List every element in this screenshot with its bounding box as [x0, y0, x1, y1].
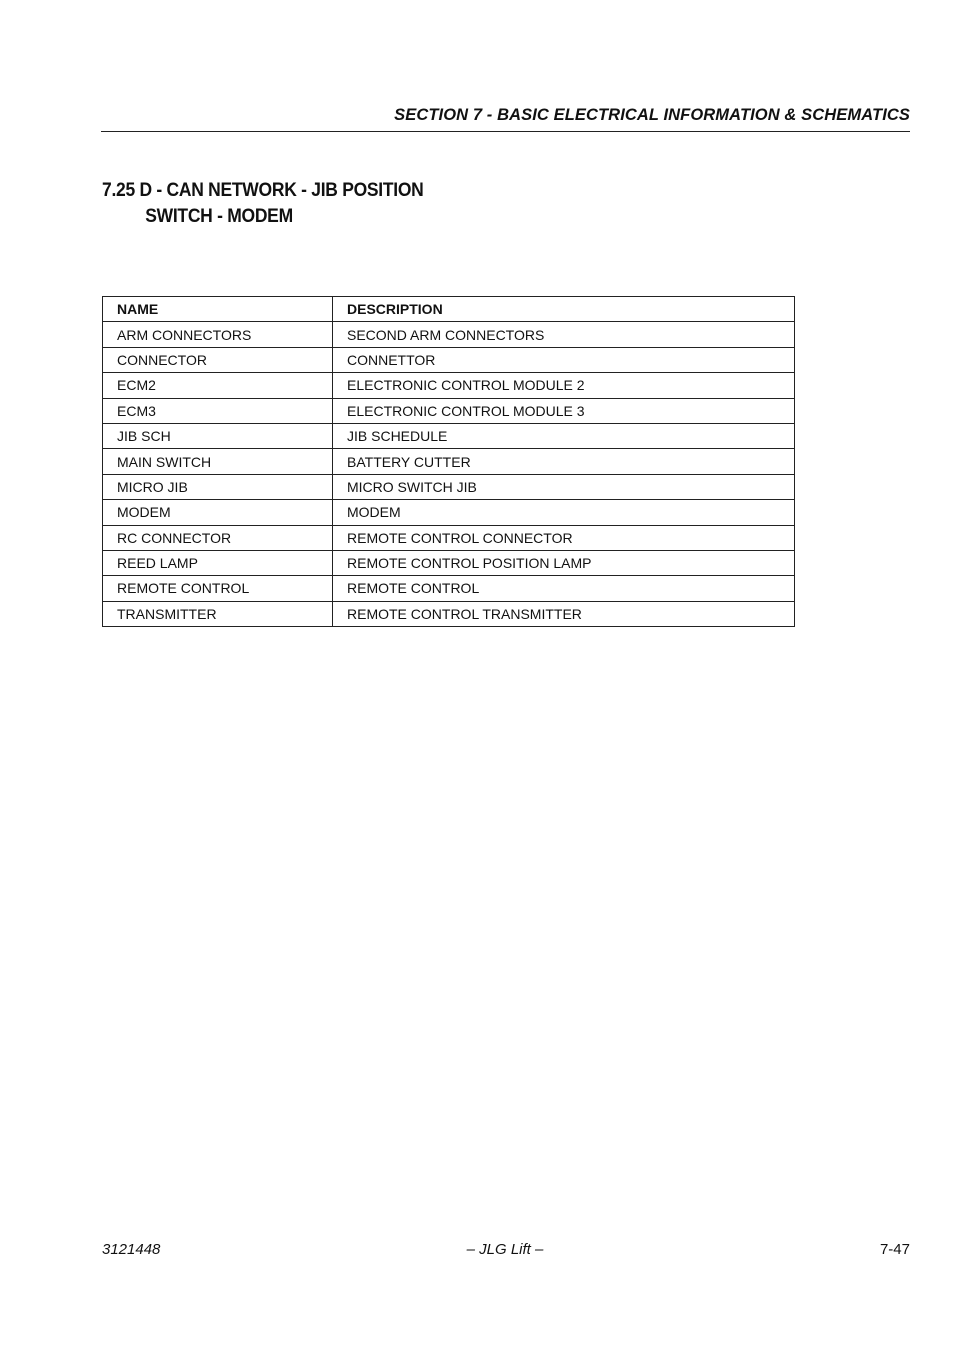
description-cell: REMOTE CONTROL CONNECTOR	[333, 525, 795, 550]
description-cell: JIB SCHEDULE	[333, 423, 795, 448]
name-cell: JIB SCH	[103, 423, 333, 448]
table-row	[103, 500, 795, 525]
description-cell: REMOTE CONTROL TRANSMITTER	[333, 601, 795, 626]
table-row	[103, 373, 795, 398]
table-row	[103, 474, 795, 499]
description-cell: SECOND ARM CONNECTORS	[333, 322, 795, 347]
description-cell: ELECTRONIC CONTROL MODULE 3	[333, 398, 795, 423]
table-row	[103, 449, 795, 474]
name-cell: MAIN SWITCH	[103, 449, 333, 474]
table-row	[103, 398, 795, 423]
abbreviation-table	[102, 296, 795, 627]
page-number: 7-47	[879, 1241, 910, 1258]
description-cell: MODEM	[333, 500, 795, 525]
column-header-description: DESCRIPTION	[333, 297, 795, 322]
name-cell: REMOTE CONTROL	[103, 576, 333, 601]
table-row	[103, 423, 795, 448]
column-header-name: NAME	[103, 297, 333, 322]
name-cell: MODEM	[103, 500, 333, 525]
name-cell: MICRO JIB	[103, 474, 333, 499]
name-cell: ARM CONNECTORS	[103, 322, 333, 347]
table-row	[103, 347, 795, 372]
page-title	[102, 178, 424, 230]
description-cell: BATTERY CUTTER	[333, 449, 795, 474]
description-cell: CONNETTOR	[333, 347, 795, 372]
table-header-row	[103, 297, 795, 322]
header-divider	[101, 131, 910, 132]
description-cell: REMOTE CONTROL POSITION LAMP	[333, 550, 795, 575]
name-cell: TRANSMITTER	[103, 601, 333, 626]
document-number: 3121448	[102, 1241, 161, 1258]
name-cell: ECM3	[103, 398, 333, 423]
name-cell: ECM2	[103, 373, 333, 398]
footer-brand: – JLG Lift –	[466, 1241, 544, 1258]
description-cell: MICRO SWITCH JIB	[333, 474, 795, 499]
name-cell: REED LAMP	[103, 550, 333, 575]
page-title-line2: SWITCH - MODEM	[145, 206, 293, 227]
description-cell: REMOTE CONTROL	[333, 576, 795, 601]
table-row	[103, 322, 795, 347]
table-row	[103, 576, 795, 601]
name-cell: RC CONNECTOR	[103, 525, 333, 550]
section-header: SECTION 7 - BASIC ELECTRICAL INFORMATION & SCHEMATICS	[394, 106, 910, 124]
table-row	[103, 601, 795, 626]
page-title-line1: 7.25 D - CAN NETWORK - JIB POSITION	[102, 180, 424, 201]
table-row	[103, 550, 795, 575]
name-cell: CONNECTOR	[103, 347, 333, 372]
table-row	[103, 525, 795, 550]
description-cell: ELECTRONIC CONTROL MODULE 2	[333, 373, 795, 398]
